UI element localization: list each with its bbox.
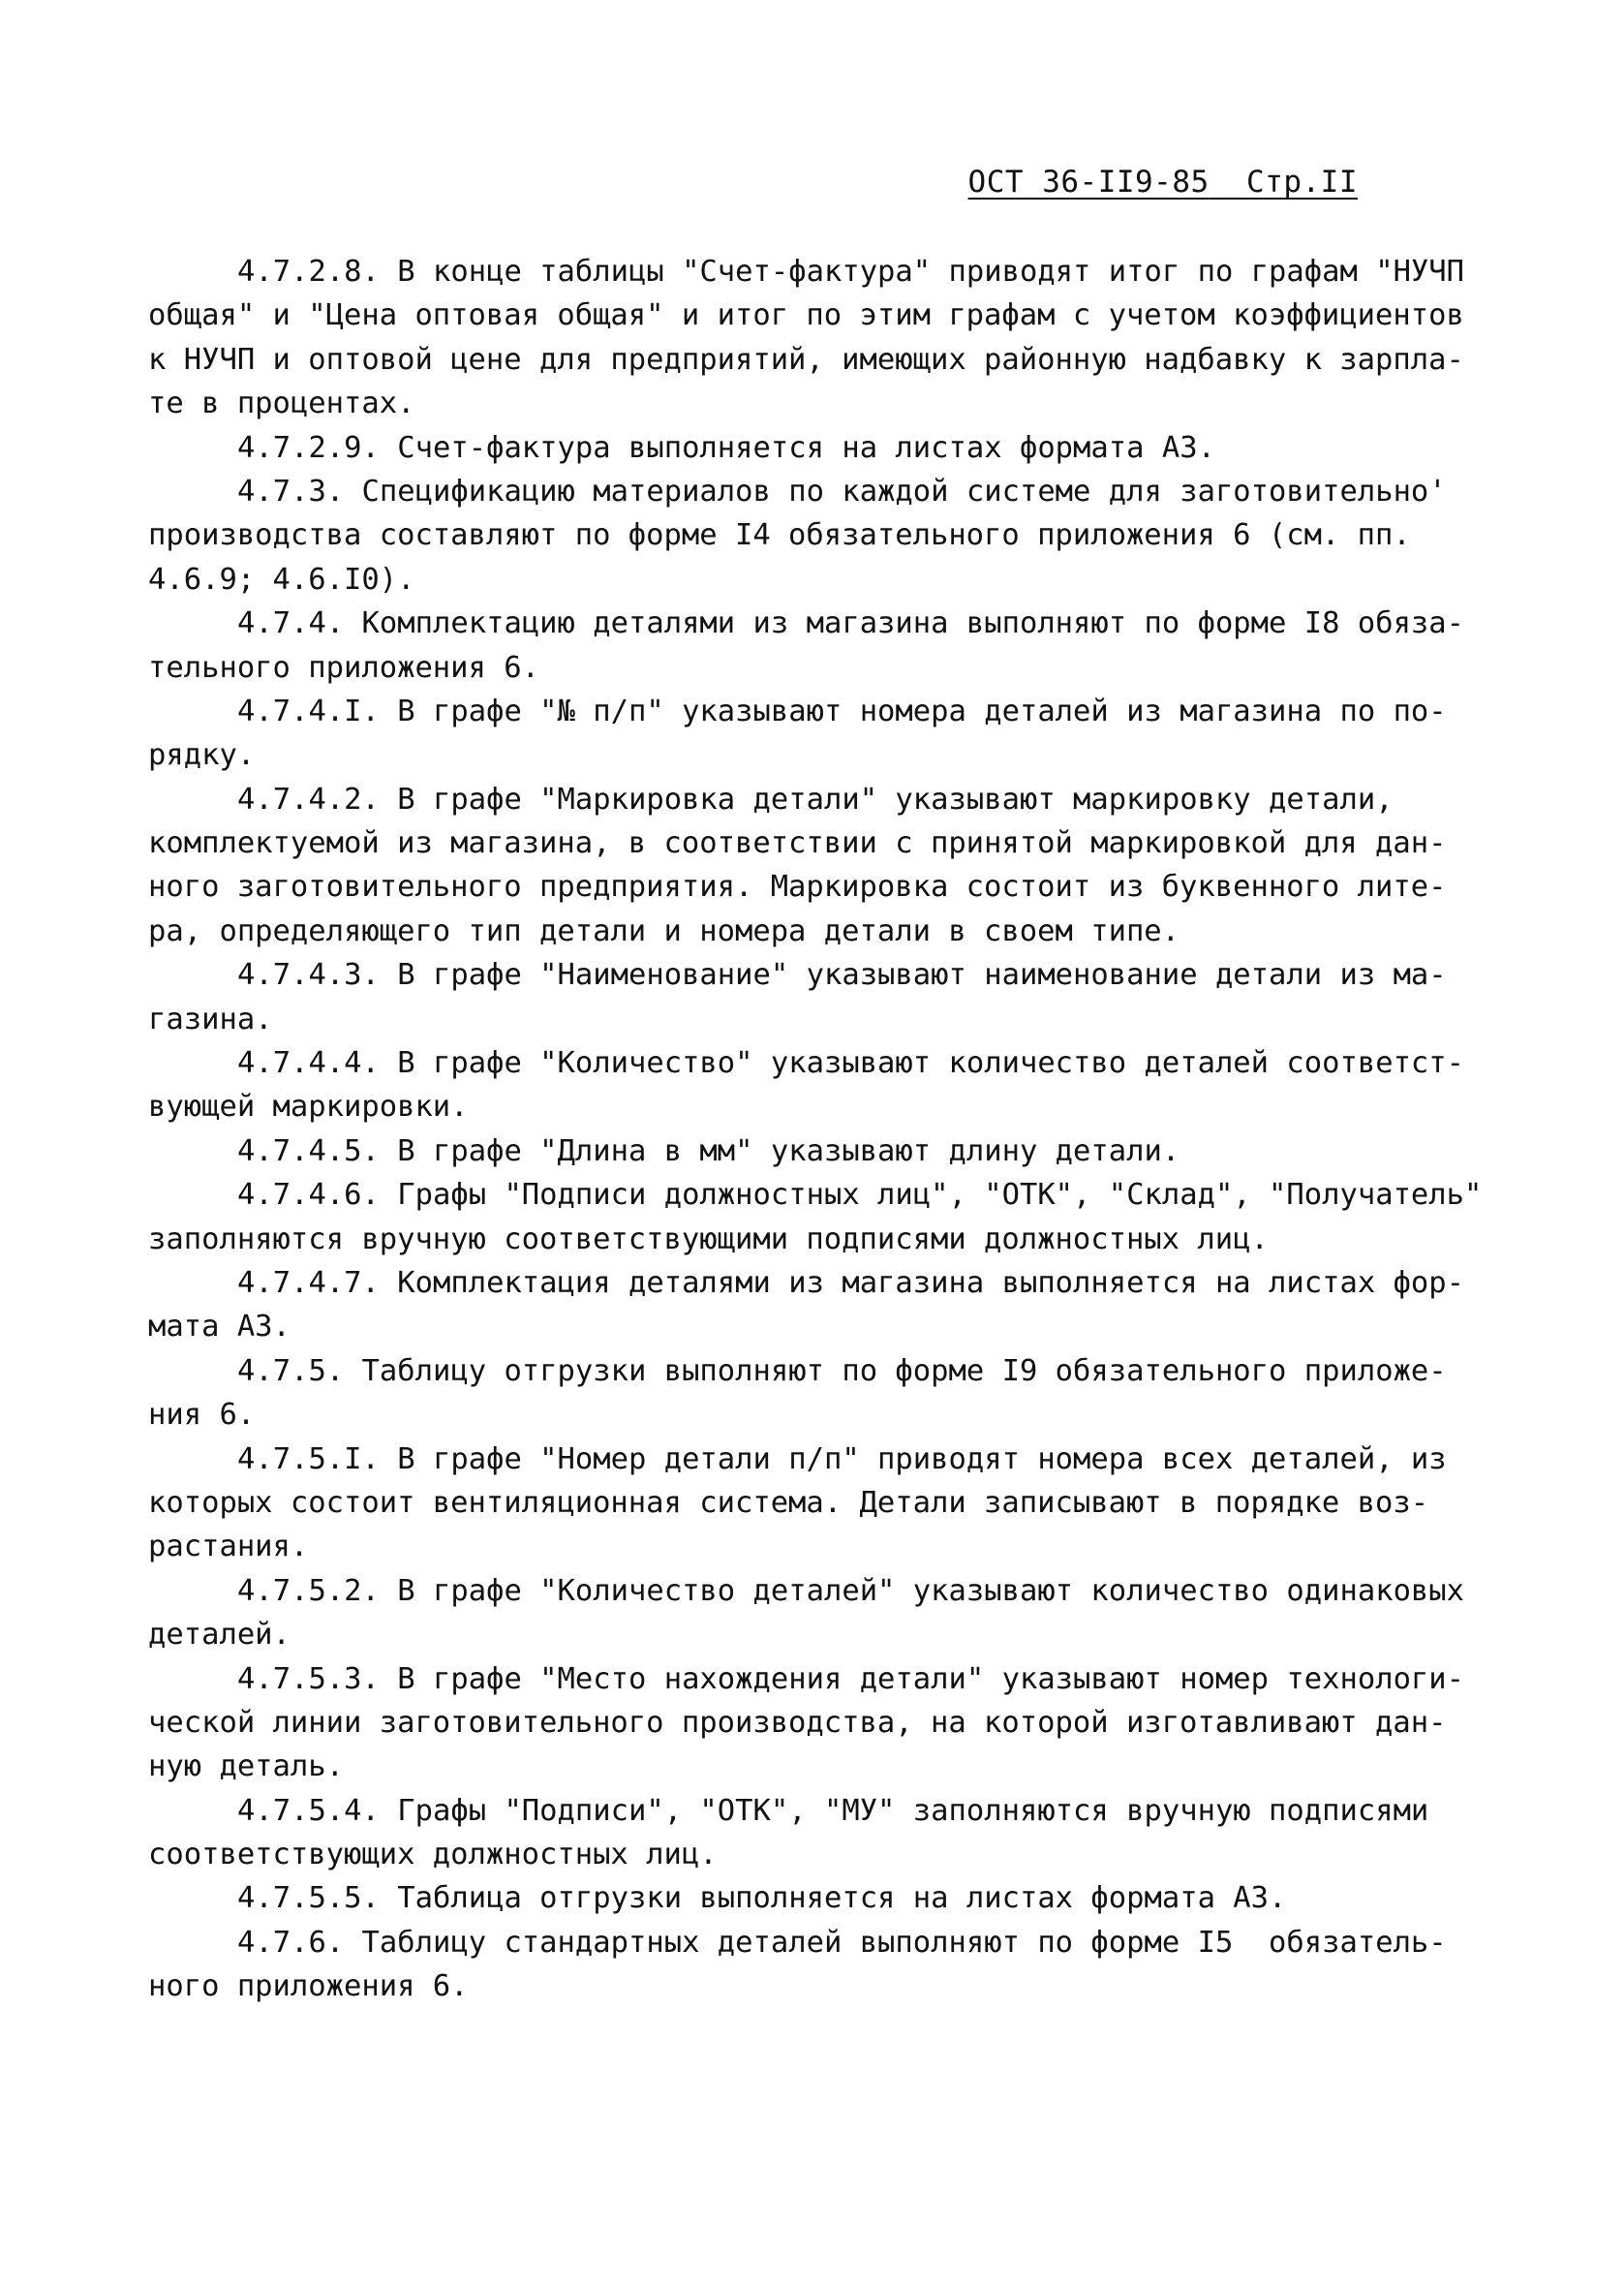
text-line: ного заготовительного предприятия. Маркировка состоит из буквенного лите- [148, 870, 1447, 905]
text-line: 4.7.5. Таблицу отгрузки выполняют по форме I9 обязательного приложе- [237, 1353, 1447, 1388]
text-line: 4.7.2.8. В конце таблицы "Счет-фактура" приводят итог по графам "НУЧП [237, 255, 1465, 289]
text-line: 4.7.6. Таблицу стандартных деталей выполняют по форме I5 обязатель- [237, 1925, 1447, 1960]
body-text [148, 250, 1504, 2009]
text-line: ра, определяющего тип детали и номера детали в своем типе. [148, 913, 1180, 948]
text-line: соответствующих должностных лиц. [148, 1838, 718, 1872]
text-line: 4.7.4.2. В графе "Маркировка детали" указывают маркировку детали, [237, 782, 1394, 817]
text-line: растания. [148, 1530, 309, 1564]
text-line: мата А3. [148, 1310, 291, 1345]
text-line: производства составляют по форме I4 обязательного приложения 6 (см. пп. [148, 518, 1411, 553]
text-line: те в процентах. [148, 386, 415, 421]
text-line: вующей маркировки. [148, 1090, 469, 1125]
text-line: 4.7.5.I. В графе "Номер детали п/п" приводят номера всех деталей, из [237, 1441, 1447, 1476]
text-line: ную деталь. [148, 1749, 344, 1784]
text-line: 4.7.4. Комплектацию деталями из магазина выполняют по форме I8 обяза- [237, 606, 1465, 641]
text-line: газина. [148, 1002, 273, 1036]
text-line: 4.7.4.5. В графе "Длина в мм" указывают длину детали. [237, 1133, 1180, 1168]
text-line: 4.7.4.7. Комплектация деталями из магазина выполняется на листах фор- [237, 1265, 1465, 1300]
text-line: 4.7.4.6. Графы "Подписи должностных лиц", "ОТК", "Склад", "Получатель" [237, 1178, 1483, 1213]
text-line: 4.7.5.5. Таблица отгрузки выполняется на листах формата А3. [237, 1881, 1287, 1916]
text-line: ного приложения 6. [148, 1969, 469, 2004]
text-line: тельного приложения 6. [148, 650, 539, 685]
text-line: 4.7.4.4. В графе "Количество" указывают количество деталей соответст- [237, 1046, 1465, 1081]
text-line: ческой линии заготовительного производства, на которой изготавливают дан- [148, 1705, 1447, 1740]
text-line: 4.7.5.2. В графе "Количество деталей" указывают количество одинаковых [237, 1573, 1465, 1608]
text-line: деталей. [148, 1618, 291, 1653]
text-line: заполняются вручную соответствующими подписями должностных лиц. [148, 1221, 1269, 1256]
document-code: ОСТ 36-II9-85 [967, 165, 1210, 200]
text-line: 4.7.5.3. В графе "Место нахождения детали" указывают номер технологи- [237, 1661, 1465, 1696]
text-line: 4.7.5.4. Графы "Подписи", "ОТК", "МУ" заполняются вручную подписями [237, 1793, 1429, 1828]
text-line: 4.7.2.9. Счет-фактура выполняется на листах формата А3. [237, 430, 1215, 465]
text-line: 4.6.9; 4.6.I0). [148, 562, 415, 597]
page-number: Стр.II [1246, 165, 1358, 200]
text-line: комплектуемой из магазина, в соответствии с принятой маркировкой для дан- [148, 826, 1447, 861]
text-line: рядку. [148, 738, 256, 773]
text-line: общая" и "Цена оптовая общая" и итог по этим графам с учетом коэффициентов [148, 298, 1464, 333]
text-line: которых состоит вентиляционная система. Детали записывают в порядке воз- [148, 1485, 1429, 1520]
page-header [968, 165, 1358, 200]
text-line: 4.7.4.I. В графе "№ п/п" указывают номера деталей из магазина по по- [237, 694, 1447, 728]
text-line: 4.7.4.3. В графе "Наименование" указывают наименование детали из ма- [237, 958, 1447, 993]
text-line: ния 6. [148, 1398, 256, 1433]
text-line: к НУЧП и оптовой цене для предприятий, имеющих районную надбавку к зарпла- [148, 342, 1464, 377]
text-line: 4.7.3. Спецификацию материалов по каждой системе для заготовительно' [237, 474, 1447, 509]
